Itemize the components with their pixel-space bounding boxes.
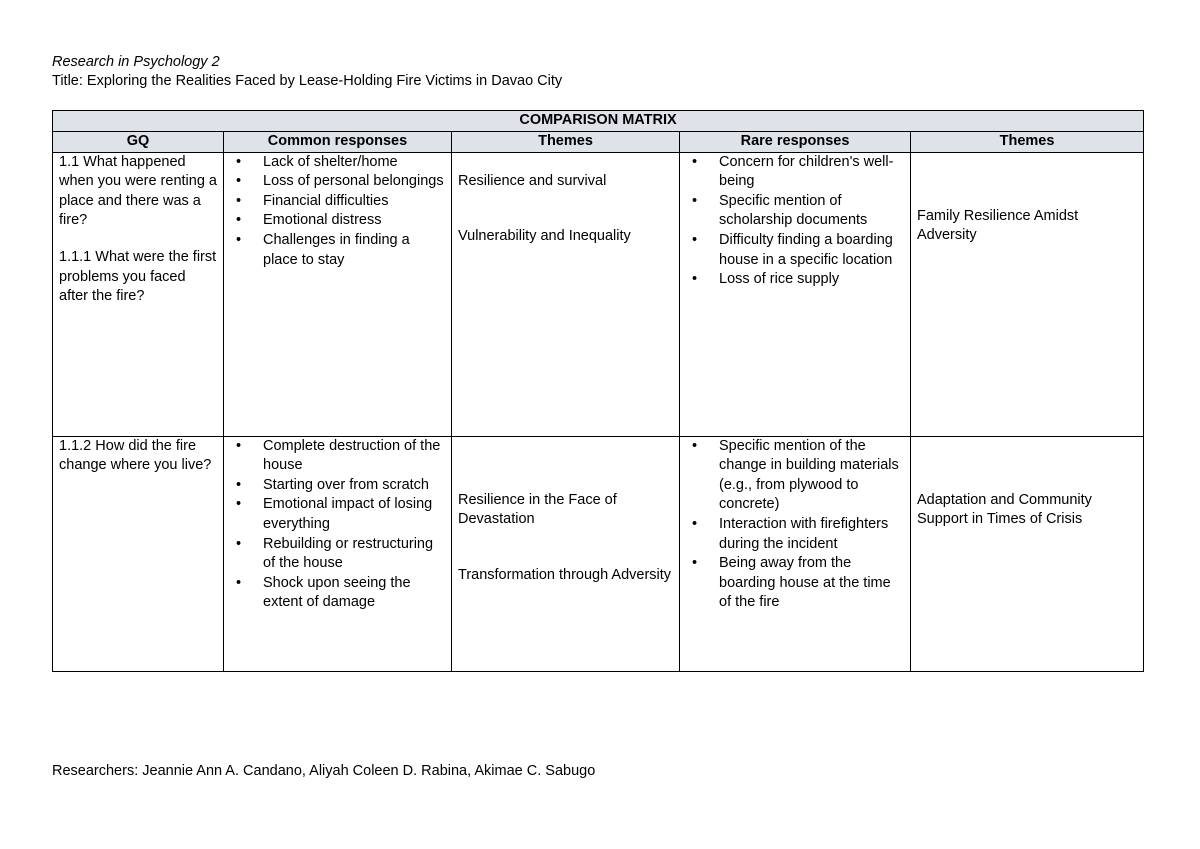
rare-responses-list xyxy=(686,437,904,613)
list-item: • Interaction with firefighters during the incident xyxy=(715,515,904,554)
guide-question-cell xyxy=(53,436,224,671)
researchers-credit: Researchers: Jeannie Ann A. Candano, Aliyah Coleen D. Rabina, Akimae C. Sabugo xyxy=(52,763,596,779)
column-header-gq: GQ xyxy=(53,132,224,153)
common-responses-list xyxy=(230,153,445,271)
list-item: • Difficulty finding a boarding house in a specific location xyxy=(715,231,904,270)
rare-responses-cell xyxy=(680,152,911,436)
common-responses-list xyxy=(230,437,445,613)
list-item: • Loss of rice supply xyxy=(715,270,904,290)
list-item: • Emotional impact of losing everything xyxy=(259,495,445,534)
rare-themes-cell xyxy=(911,152,1144,436)
theme-text: Family Resilience Amidst Adversity xyxy=(917,207,1079,244)
common-responses-cell xyxy=(224,152,452,436)
rare-responses-list xyxy=(686,153,904,290)
list-item: • Starting over from scratch xyxy=(259,476,445,496)
list-item: • Specific mention of scholarship documents xyxy=(715,192,904,231)
document-title: Title: Exploring the Realities Faced by Lease-Holding Fire Victims in Davao City xyxy=(52,73,563,89)
common-themes-cell xyxy=(452,152,680,436)
document-header xyxy=(52,53,562,91)
list-item: • Specific mention of the change in building materials (e.g., from plywood to concrete) xyxy=(715,437,904,515)
common-themes-cell xyxy=(452,436,680,671)
list-item: • Shock upon seeing the extent of damage xyxy=(259,574,445,613)
list-item: • Financial difficulties xyxy=(259,192,445,212)
list-item: • Being away from the boarding house at the time of the fire xyxy=(715,554,904,613)
guide-question: 1.1.1 What were the first problems you faced after the fire? xyxy=(59,248,217,305)
theme-text: Resilience and survival xyxy=(458,172,607,189)
rare-responses-cell xyxy=(680,436,911,671)
list-item: • Loss of personal belongings xyxy=(259,172,445,192)
column-header-rare-responses: Rare responses xyxy=(680,132,911,153)
guide-question: 1.1.2 How did the fire change where you live? xyxy=(59,437,212,474)
guide-question: 1.1 What happened when you were renting a place and there was a fire? xyxy=(59,153,217,229)
matrix-title-row xyxy=(53,111,1144,132)
column-header-common-responses: Common responses xyxy=(224,132,452,153)
theme-text: Vulnerability and Inequality xyxy=(458,228,631,245)
matrix-title: COMPARISON MATRIX xyxy=(53,111,1144,132)
rare-themes-cell xyxy=(911,436,1144,671)
list-item: • Concern for children's well-being xyxy=(715,153,904,192)
list-item: • Lack of shelter/home xyxy=(259,153,445,173)
column-header-row xyxy=(53,132,1144,153)
table-row xyxy=(53,436,1144,671)
theme-text: Adaptation and Community Support in Times of Crisis xyxy=(917,491,1092,528)
table-row xyxy=(53,152,1144,436)
list-item: • Emotional distress xyxy=(259,211,445,231)
comparison-matrix-table xyxy=(52,110,1144,672)
theme-text: Resilience in the Face of Devastation xyxy=(458,491,617,528)
list-item: • Rebuilding or restructuring of the house xyxy=(259,535,445,574)
course-name: Research in Psychology 2 xyxy=(52,54,220,70)
common-responses-cell xyxy=(224,436,452,671)
column-header-common-themes: Themes xyxy=(452,132,680,153)
theme-text: Transformation through Adversity xyxy=(458,566,672,583)
list-item: • Challenges in finding a place to stay xyxy=(259,231,445,270)
guide-question-cell xyxy=(53,152,224,436)
column-header-rare-themes: Themes xyxy=(911,132,1144,153)
list-item: • Complete destruction of the house xyxy=(259,437,445,476)
